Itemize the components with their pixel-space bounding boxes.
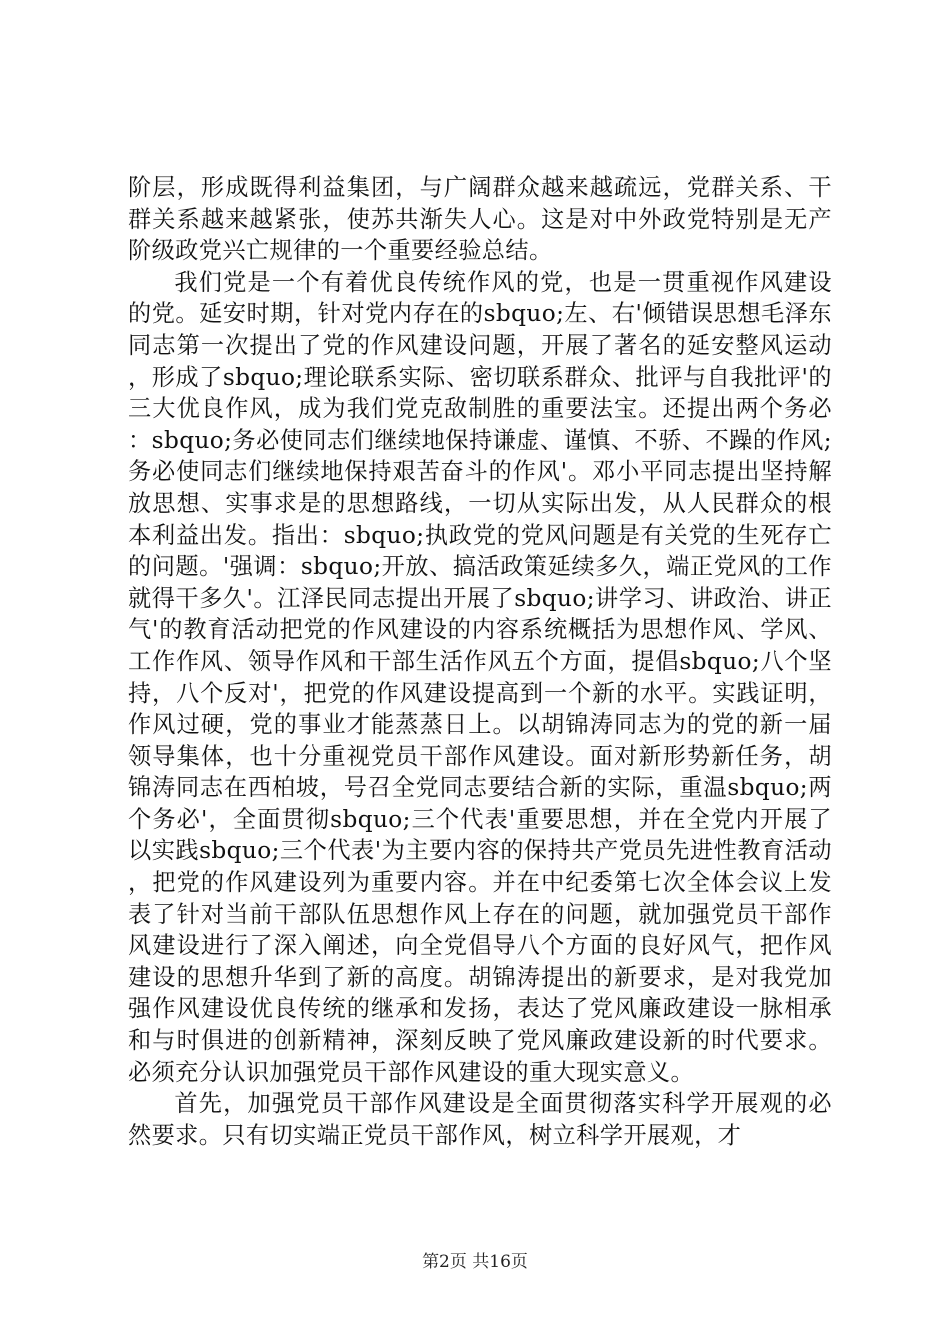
paragraph-3: 首先，加强党员干部作风建设是全面贯彻落实科学开展观的必然要求。只有切实端正党员干部作风，树立科学开展观，才 bbox=[128, 1090, 832, 1149]
document-body bbox=[128, 172, 832, 1151]
paragraph-1: 阶层，形成既得利益集团，与广阔群众越来越疏远，党群关系、干群关系越来越紧张，使苏共渐失人心。这是对中外政党特别是无产阶级政党兴亡规律的一个重要经验总结。 bbox=[128, 174, 832, 265]
paragraph-2: 我们党是一个有着优良传统作风的党，也是一贯重视作风建设的党。延安时期，针对党内存在的sbquo;左、右'倾错误思想毛泽东同志第一次提出了党的作风建设问题，开展了著名的延安整风运动，形成了sbquo;理论联系实际、密切联系群众、批评与自我批评'的三大优良作风，成为我们党克敌制胜的重要法宝。还提出两个务必：sbquo;务必使同志们继续地保持谦虚、谨慎、不骄、不躁的作风;务必使同志们继续地保持艰苦奋斗的作风'。邓小平同志提出坚持解放思想、实事求是的思想路线，一切从实际出发，从人民群众的根本利益出发。指出：sbquo;执政党的党风问题是有关党的生死存亡的问题。'强调：sbquo;开放、搞活政策延续多久，端正党风的工作就得干多久'。江泽民同志提出开展了sbquo;讲学习、讲政治、讲正气'的教育活动把党的作风建设的内容系统概括为思想作风、学风、工作作风、领导作风和干部生活作风五个方面，提倡sbquo;八个坚持，八个反对'，把党的作风建设提高到一个新的水平。实践证明，作风过硬，党的事业才能蒸蒸日上。以胡锦涛同志为的党的新一届领导集体，也十分重视党员干部作风建设。面对新形势新任务，胡锦涛同志在西柏坡，号召全党同志要结合新的实际，重温sbquo;两个务必'，全面贯彻sbquo;三个代表'重要思想，并在全党内开展了以实践sbquo;三个代表'为主要内容的保持共产党员先进性教育活动，把党的作风建设列为重要内容。并在中纪委第七次全体会议上发表了针对当前干部队伍思想作风上存在的问题，就加强党员干部作风建设进行了深入阐述，向全党倡导八个方面的良好风气，把作风建设的思想升华到了新的高度。胡锦涛提出的新要求，是对我党加强作风建设优良传统的继承和发扬，表达了党风廉政建设一脉相承和与时俱进的创新精神，深刻反映了党风廉政建设新的时代要求。必须充分认识加强党员干部作风建设的重大现实意义。 bbox=[128, 268, 832, 1086]
page-footer: 第2页 共16页 bbox=[422, 1252, 528, 1272]
